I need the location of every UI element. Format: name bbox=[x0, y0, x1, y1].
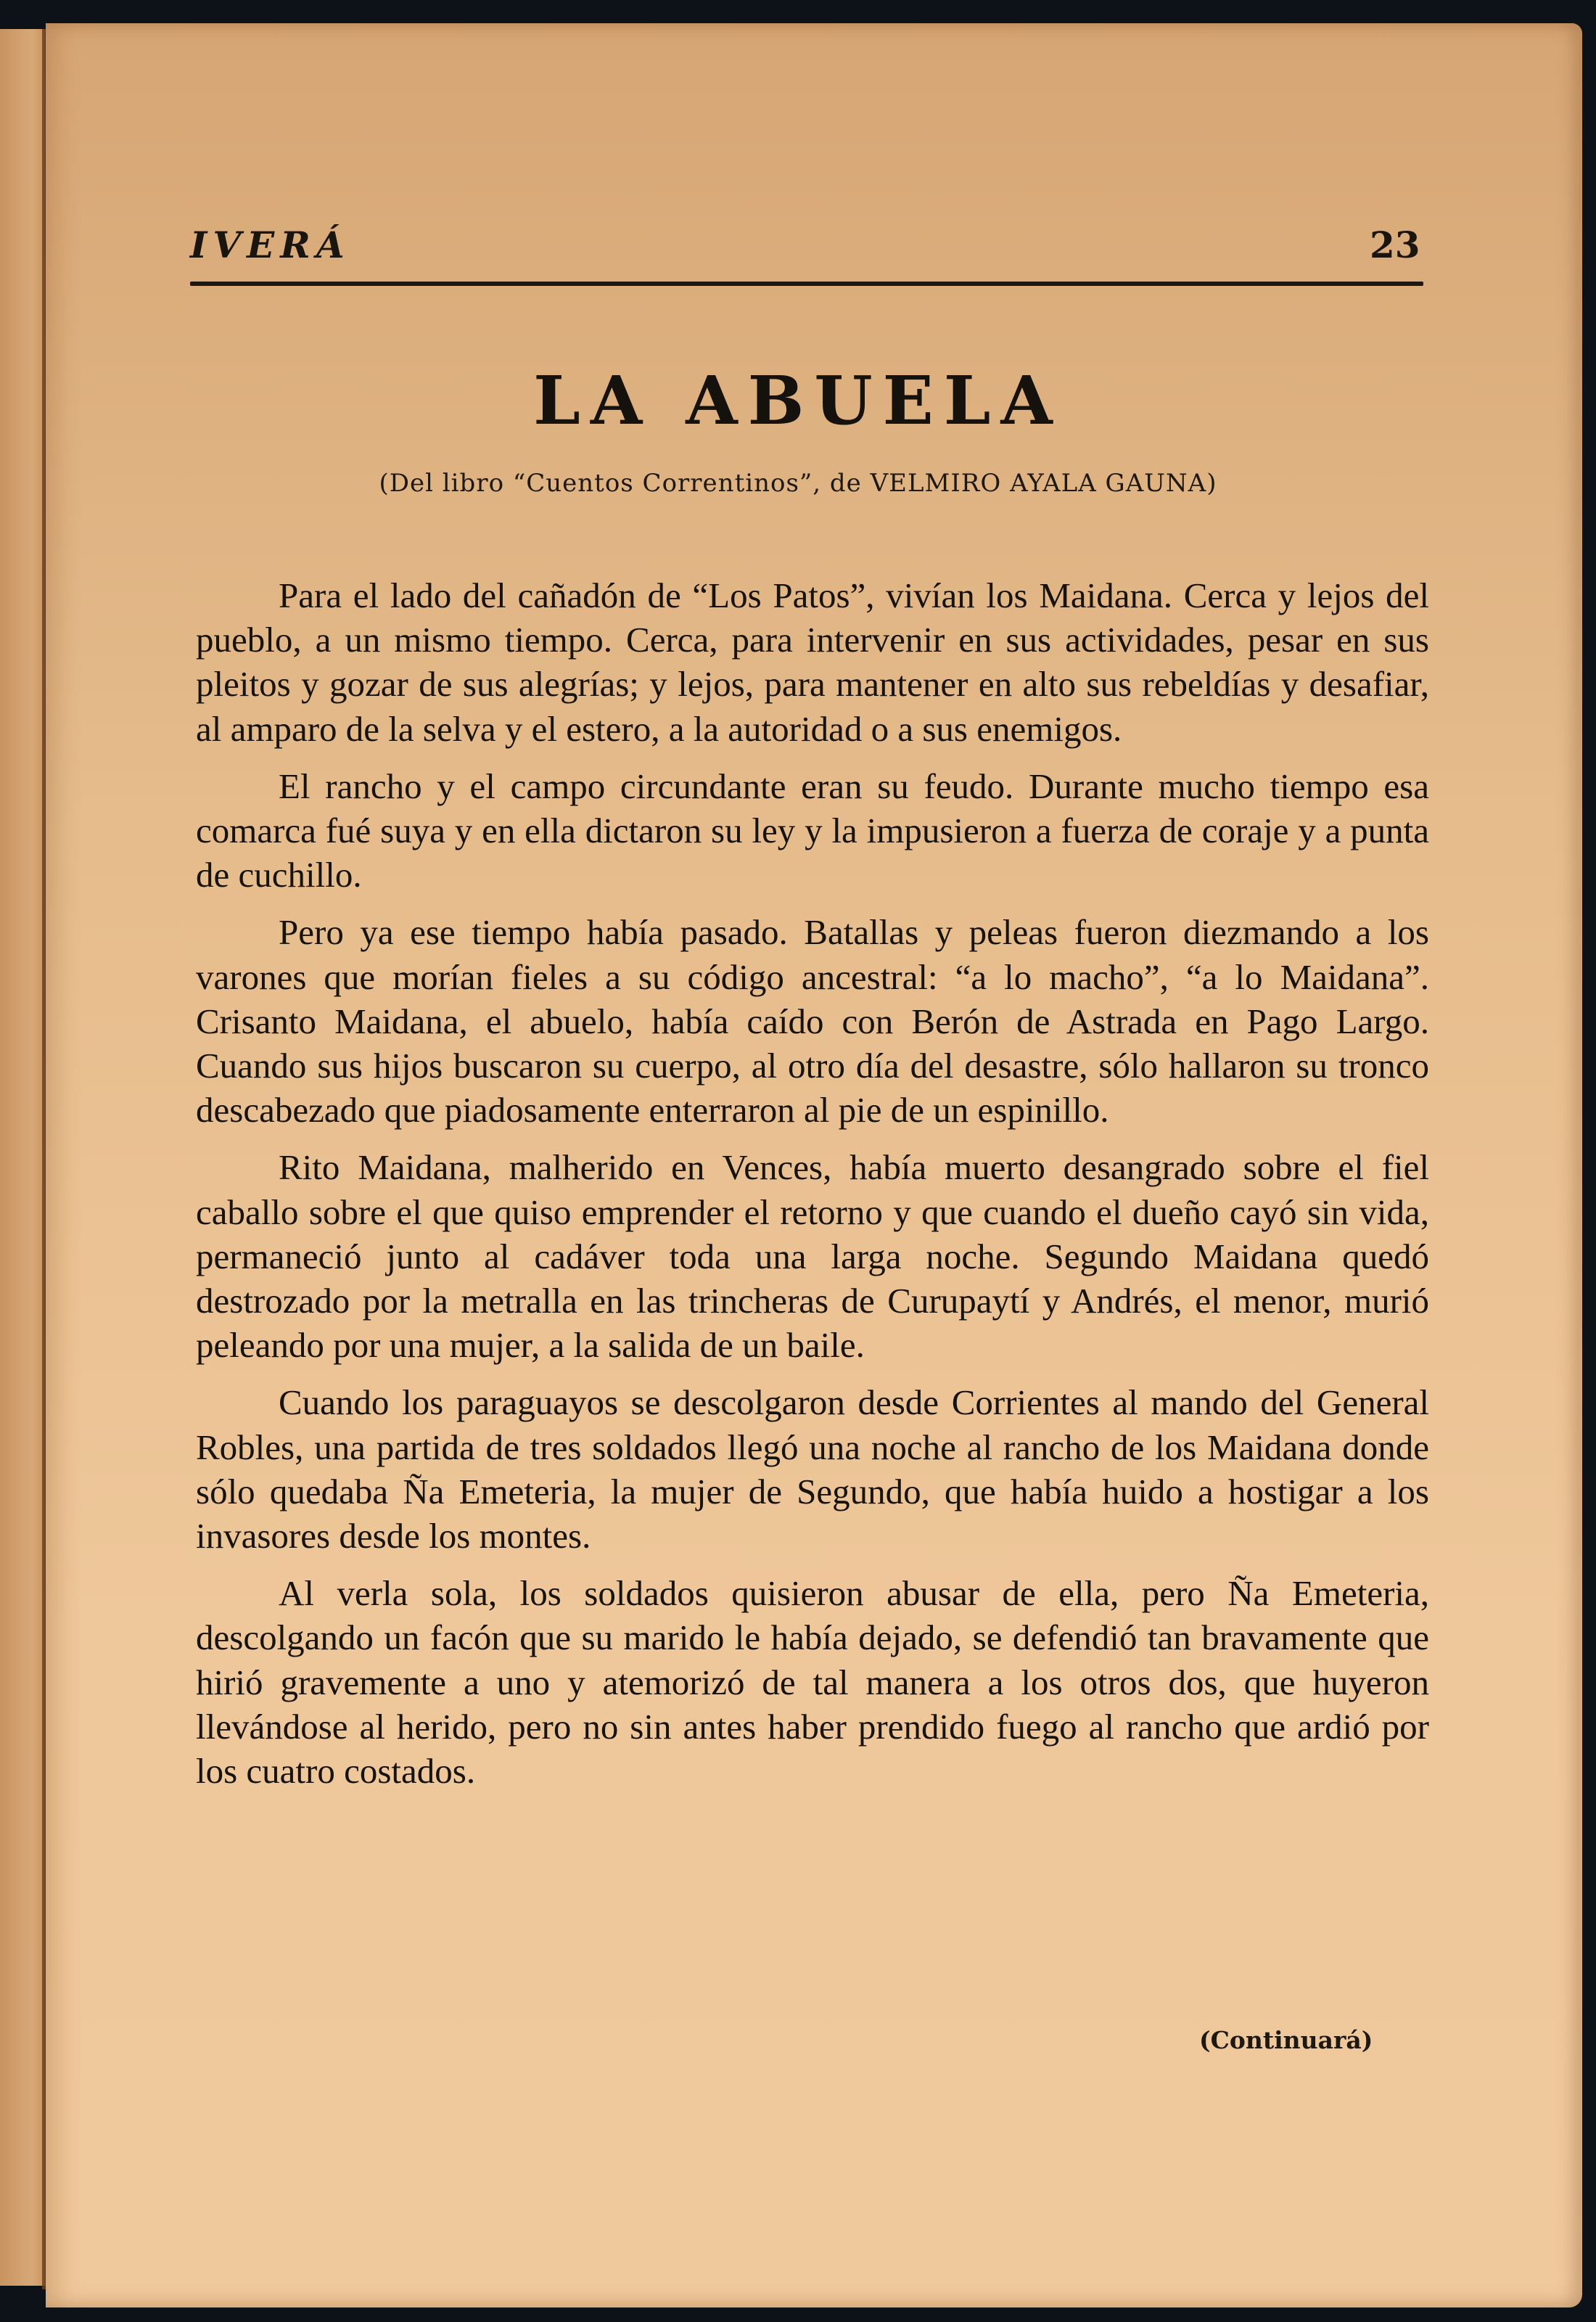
paragraph: Rito Maidana, malherido en Vences, había muerto desangrado sobre el fiel caballo sobre el que quiso emprender el retorno y que cuando el dueño cayó sin vida, permaneció junto al cadáver toda una larga noche. Segundo Maidana quedó destrozado por la metralla en las trincheras de Curupaytí y Andrés, el menor, murió peleando por una mujer, a la salida de un baile. bbox=[196, 1147, 1429, 1366]
article-title: LA ABUELA bbox=[533, 361, 1063, 440]
article-subtitle: (Del libro “Cuentos Correntinos”, de VELMIRO AYALA GAUNA) bbox=[379, 469, 1217, 498]
continuation-note: (Continuará) bbox=[1199, 2026, 1373, 2054]
running-title: IVERÁ bbox=[190, 223, 350, 266]
paragraph: Al verla sola, los soldados quisieron abusar de ella, pero Ña Emeteria, descolgando un facón que su marido le había dejado, se defendió tan bravamente que hirió gravemente a uno y atemorizó de tal manera a los otros dos, que huyeron llevándose al herido, pero no sin antes haber prendido fuego al rancho que ardió por los cuatro costados. bbox=[196, 1573, 1429, 1792]
article-body bbox=[196, 573, 1429, 1806]
page-number: 23 bbox=[1370, 223, 1420, 266]
header-rule bbox=[190, 282, 1423, 286]
paragraph: Para el lado del cañadón de “Los Patos”, vivían los Maidana. Cerca y lejos del pueblo, a un mismo tiempo. Cerca, para intervenir en sus actividades, pesar en sus pleitos y gozar de sus alegrías; y lejos, para mantener en alto sus rebeldías y desafiar, al amparo de la selva y el estero, a la autoridad o a sus enemigos. bbox=[196, 575, 1429, 749]
paragraph: Cuando los paraguayos se descolgaron desde Corrientes al mando del General Robles, una partida de tres soldados llegó una noche al rancho de los Maidana donde sólo quedaba Ña Emeteria, la mujer de Segundo, que había huido a hostigar a los invasores desde los montes. bbox=[196, 1382, 1429, 1556]
paragraph: El rancho y el campo circundante eran su feudo. Durante mucho tiempo esa comarca fué suya y en ella dictaron su ley y la impusieron a fuerza de coraje y a punta de cuchillo. bbox=[196, 766, 1429, 895]
paragraph: Pero ya ese tiempo había pasado. Batallas y peleas fueron diezmando a los varones que morían fieles a su código ancestral: “a lo macho”, “a lo Maidana”. Crisanto Maidana, el abuelo, había caído con Berón de Astrada en Pago Largo. Cuando sus hijos buscaron su cuerpo, al otro día del desastre, sólo hallaron su tronco descabezado que piadosamente enterraron al pie de un espinillo. bbox=[196, 912, 1429, 1131]
